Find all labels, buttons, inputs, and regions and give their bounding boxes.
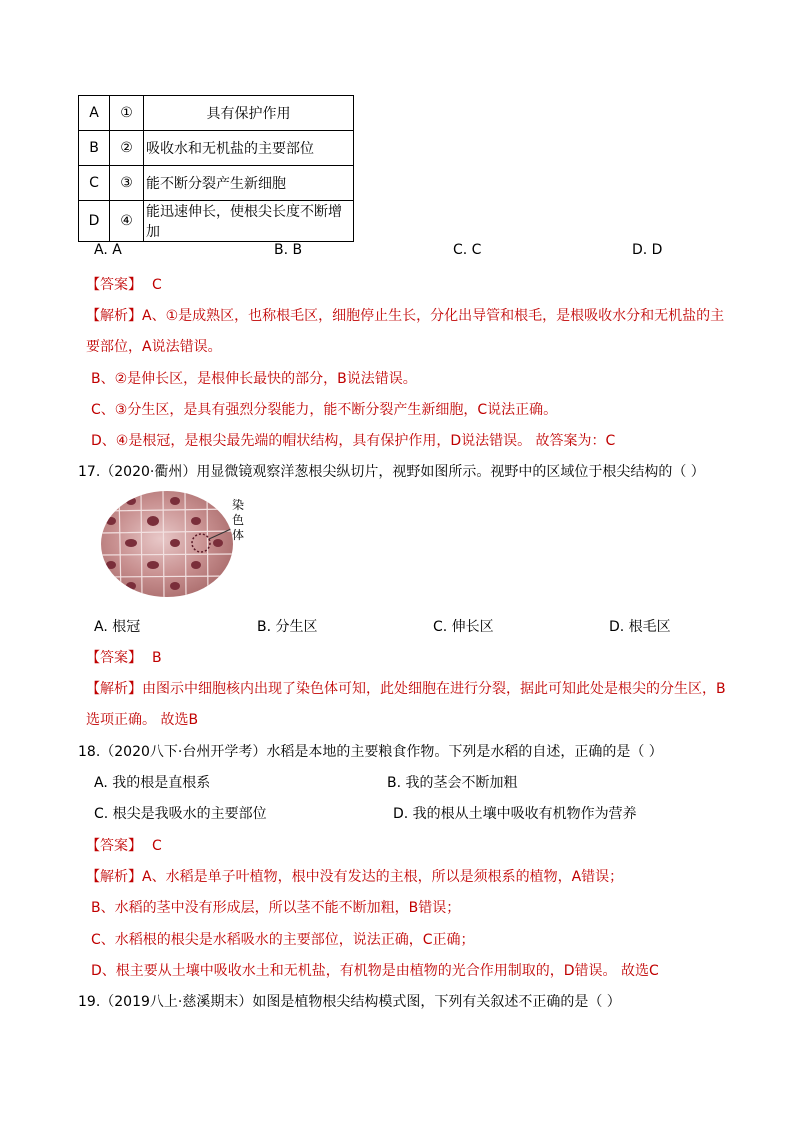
row-number: ① xyxy=(110,96,144,131)
table-row xyxy=(79,166,354,201)
row-label: C xyxy=(79,166,110,201)
row-label: B xyxy=(79,131,110,166)
row-description: 吸收水和无机盐的主要部位 xyxy=(144,131,354,166)
q16-analysis-line-3: B、②是伸长区，是根伸长最快的部分，B说法错误。 xyxy=(91,371,417,387)
microscope-field-image xyxy=(101,491,233,597)
q16-answer xyxy=(86,274,162,294)
row-description: 能迅速伸长，使根尖长度不断增加 xyxy=(144,201,354,242)
row-description: 能不断分裂产生新细胞 xyxy=(144,166,354,201)
row-number: ② xyxy=(110,131,144,166)
row-label: A xyxy=(79,96,110,131)
q18-option-c: C. 根尖是我吸水的主要部位 xyxy=(94,806,267,822)
q16-option-c: C. C xyxy=(453,242,482,258)
q16-option-a: A. A xyxy=(94,242,122,258)
analysis-tag: 【解析】 xyxy=(86,308,142,324)
q18-analysis-line-4: D、根主要从土壤中吸收水土和无机盐，有机物是由植物的光合作用制取的，D错误。 故选C xyxy=(91,963,659,979)
q18-answer xyxy=(86,835,162,855)
q17-answer xyxy=(86,647,162,667)
q16-analysis-line-5: D、④是根冠，是根尖最先端的帽状结构，具有保护作用，D说法错误。 故答案为：C xyxy=(91,433,616,449)
answer-value: C xyxy=(152,277,162,293)
q17-option-a: A. 根冠 xyxy=(94,619,141,635)
q18-analysis-line-2: B、水稻的茎中没有形成层，所以茎不能不断加粗，B错误； xyxy=(91,900,461,916)
q18-option-b: B. 我的茎会不断加粗 xyxy=(387,775,518,791)
q18-analysis-line-1: 【解析】A、水稻是单子叶植物，根中没有发达的主根，所以是须根系的植物，A错误； xyxy=(86,869,624,885)
analysis-tag: 【解析】 xyxy=(86,869,142,885)
table-row xyxy=(79,131,354,166)
answer-tag: 【答案】 xyxy=(86,838,142,854)
q17-option-c: C. 伸长区 xyxy=(433,619,494,635)
options-table xyxy=(78,95,354,242)
row-description: 具有保护作用 xyxy=(144,96,354,131)
answer-value: B xyxy=(152,650,162,666)
q16-option-b: B. B xyxy=(274,242,303,258)
table-row xyxy=(79,201,354,242)
cell-grid-figure xyxy=(101,491,233,597)
q19-stem: 19.（2019八上·慈溪期末）如图是植物根尖结构模式图，下列有关叙述不正确的是（ ） xyxy=(78,994,621,1010)
q16-analysis-line-1: 【解析】A、①是成熟区，也称根毛区，细胞停止生长，分化出导管和根毛，是根吸收水分和无机盐的主 xyxy=(86,308,725,324)
q17-stem: 17.（2020·衢州）用显微镜观察洋葱根尖纵切片，视野如图所示。视野中的区域位于根尖结构的（ ） xyxy=(78,464,705,480)
q18-stem: 18.（2020八下·台州开学考）水稻是本地的主要粮食作物。下列是水稻的自述，正确的是（ ） xyxy=(78,744,663,760)
q16-option-d: D. D xyxy=(632,242,663,258)
row-label: D xyxy=(79,201,110,242)
answer-tag: 【答案】 xyxy=(86,650,142,666)
q16-analysis-line-2: 要部位，A说法错误。 xyxy=(86,339,222,355)
q17-option-d: D. 根毛区 xyxy=(609,619,671,635)
table-row xyxy=(79,96,354,131)
analysis-tag: 【解析】 xyxy=(86,681,142,697)
chromosome-label: 染色体 xyxy=(232,498,245,542)
answer-value: C xyxy=(152,838,162,854)
q17-option-b: B. 分生区 xyxy=(257,619,318,635)
q18-analysis-line-3: C、水稻根的根尖是水稻吸水的主要部位，说法正确，C正确； xyxy=(91,932,475,948)
q18-option-d: D. 我的根从土壤中吸收有机物作为营养 xyxy=(393,806,637,822)
q18-option-a: A. 我的根是直根系 xyxy=(94,775,211,791)
row-number: ③ xyxy=(110,166,144,201)
row-number: ④ xyxy=(110,201,144,242)
q17-analysis-line-2: 选项正确。 故选B xyxy=(86,712,199,728)
q17-analysis-line-1: 【解析】由图示中细胞核内出现了染色体可知，此处细胞在进行分裂，据此可知此处是根尖的分生区，B xyxy=(86,681,726,697)
q16-analysis-line-4: C、③分生区，是具有强烈分裂能力，能不断分裂产生新细胞，C说法正确。 xyxy=(91,402,558,418)
answer-tag: 【答案】 xyxy=(86,277,142,293)
